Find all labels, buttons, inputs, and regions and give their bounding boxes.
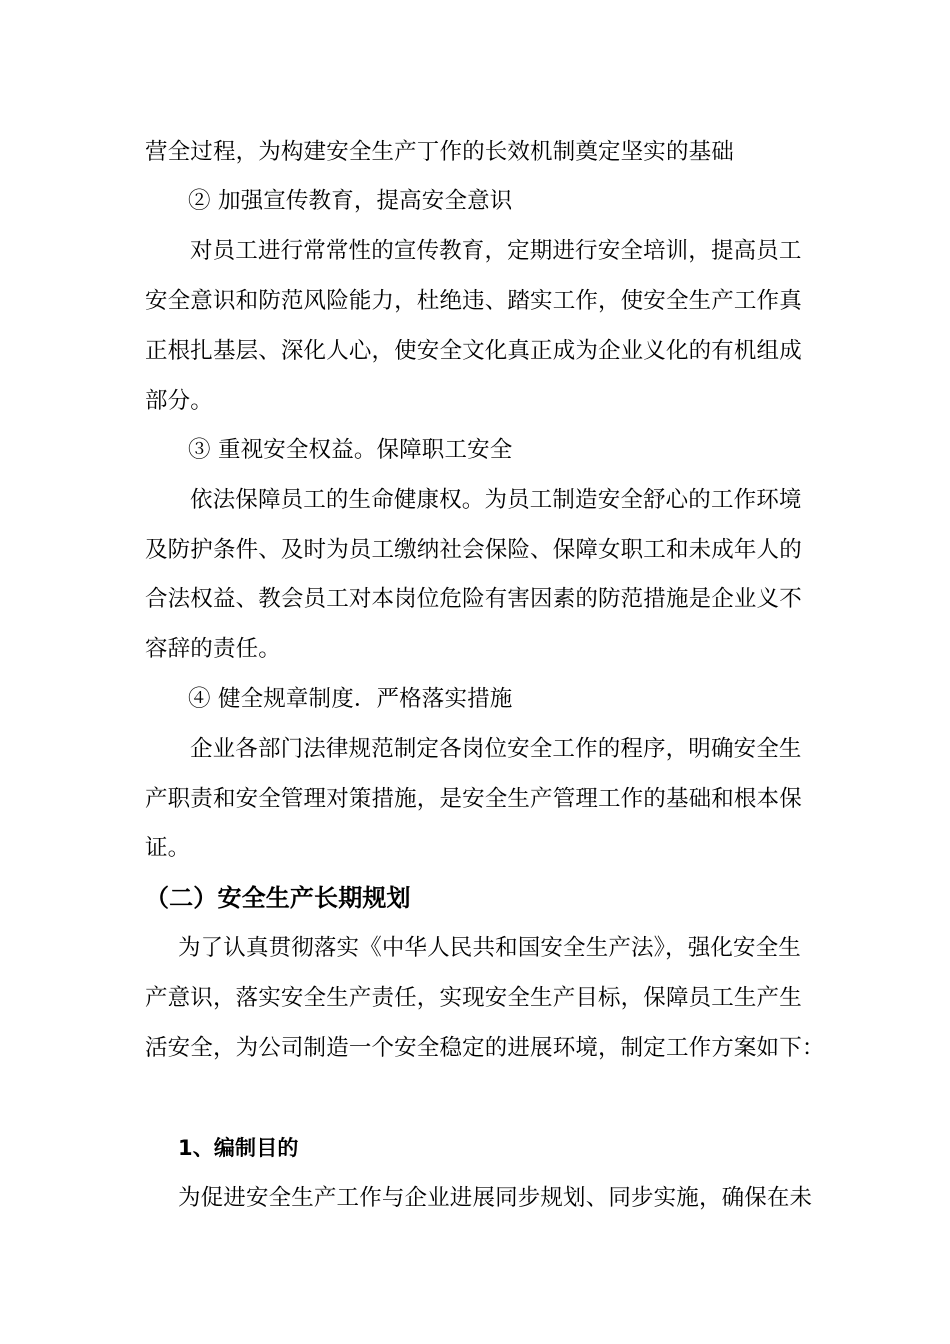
body-text-line: 正根扎基层、深化人心，使安全文化真正成为企业义化的有机组成 [145,338,802,364]
list-item-heading: ④ 健全规章制度．严格落实措施 [188,686,513,712]
body-text-line: 及防护条件、及时为员工缴纳社会保险、保障女职工和未成年人的 [145,537,802,563]
body-text-line: 为促进安全生产工作与企业进展同步规划、同步实施，确保在未 [178,1185,813,1211]
subsection-heading: 1、编制目的 [178,1136,299,1160]
body-text-line: 对员工进行常常性的宣传教育，定期进行安全培训，提高员工 [190,238,802,264]
body-text-line: 证。 [145,835,191,861]
body-text-line: 营全过程，为构建安全生产丁作的长效机制奠定坚实的基础 [145,139,734,165]
body-text-line: 安全意识和防范风险能力，杜绝违、踏实工作，使安全生产工作真 [145,288,802,314]
body-text-line: 产意识，落实安全生产责任，实现安全生产目标，保障员工生产生 [145,985,802,1011]
body-text-line: 容辞的责任。 [145,636,281,662]
body-text-line: 活安全，为公司制造一个安全稳定的进展环境，制定工作方案如下： [145,1035,825,1061]
section-heading: （二）安全生产长期规划 [145,884,411,912]
body-text-line: 产职责和安全管理对策措施，是安全生产管理工作的基础和根本保 [145,786,802,812]
body-text-line: 企业各部门法律规范制定各岗位安全工作的程序，明确安全生 [190,736,802,762]
body-text-line: 依法保障员工的生命健康权。为员工制造安全舒心的工作环境 [190,487,802,513]
body-text-line: 为了认真贯彻落实《中华人民共和国安全生产法》，强化安全生 [178,935,801,961]
body-text-line: 合法权益、教会员工对本岗位危险有害因素的防范措施是企业义不 [145,586,802,612]
list-item-heading: ③ 重视安全权益。保障职工安全 [188,437,513,463]
body-text-line: 部分。 [145,388,213,414]
list-item-heading: ② 加强宣传教育，提高安全意识 [188,188,513,214]
